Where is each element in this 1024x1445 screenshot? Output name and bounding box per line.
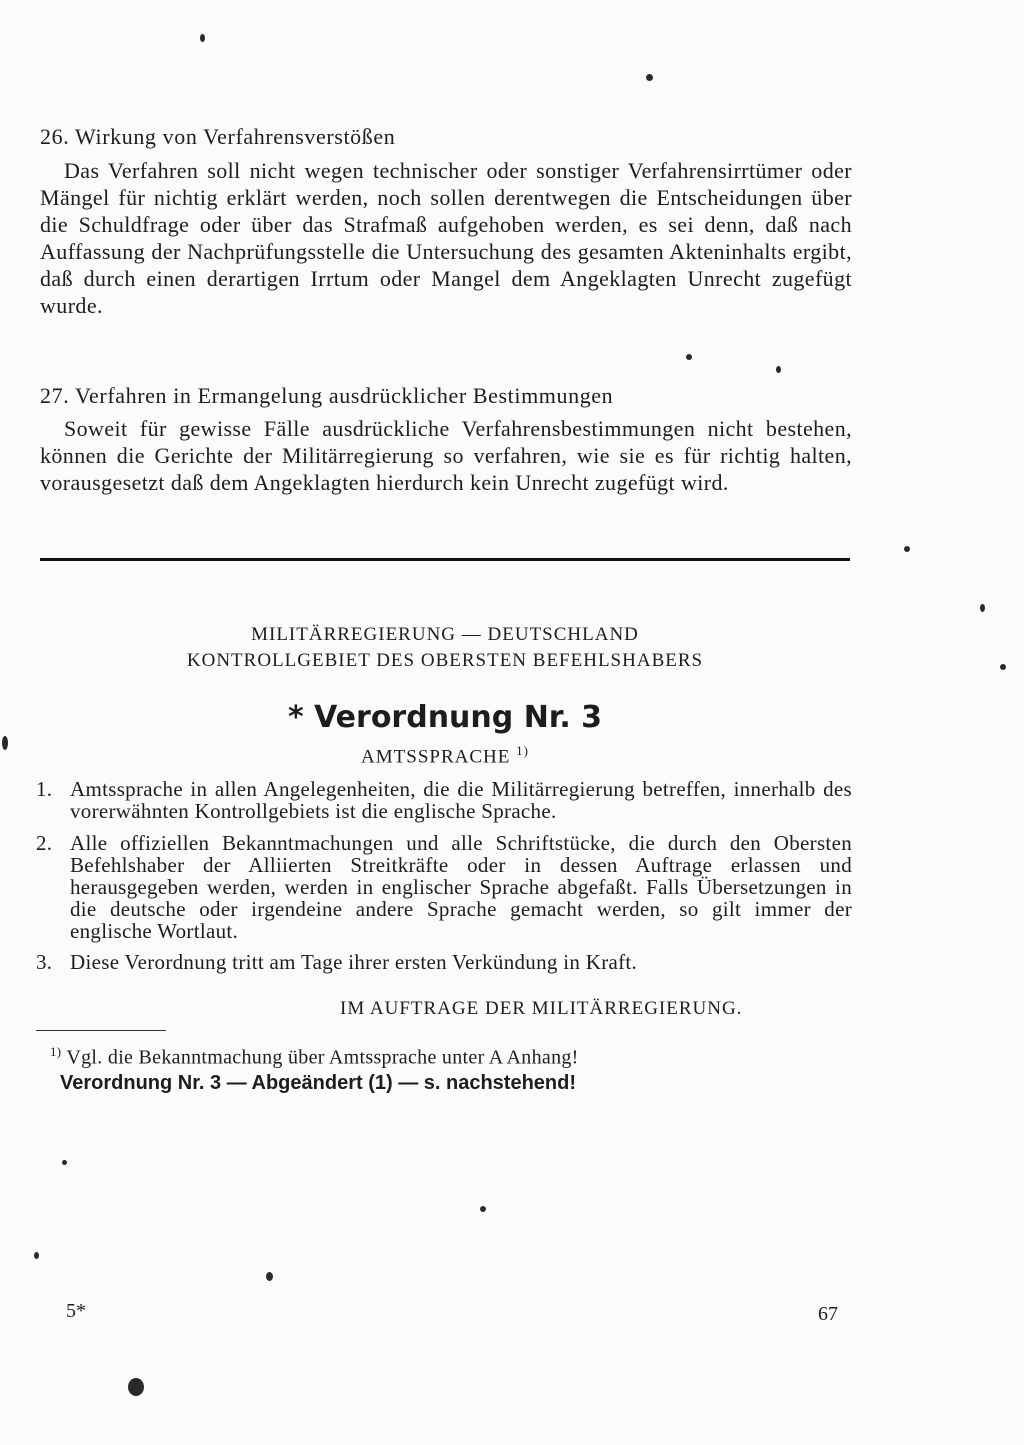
- scan-speck: [62, 1160, 67, 1165]
- scan-speck: [1000, 664, 1006, 670]
- section-separator-rule: [40, 558, 850, 561]
- item-number: 1.: [36, 777, 53, 801]
- footnote-rule: [36, 1030, 166, 1031]
- item-text: Amtssprache in allen Angelegenheiten, die die Militärregierung betreffen, innerhalb des vorerwähnten Kontrollgebiets ist die englische Sprache.: [70, 777, 852, 823]
- scan-speck: [480, 1206, 486, 1212]
- ordinance-signature: IM AUFTRAGE DER MILITÄRREGIERUNG.: [340, 998, 743, 1019]
- ordinance-item-1: [36, 778, 852, 822]
- ordinance-header-line1: MILITÄRREGIERUNG — DEUTSCHLAND: [251, 624, 639, 645]
- scan-speck: [646, 74, 653, 81]
- scan-speck: [686, 354, 692, 360]
- printer-signature-mark: 5*: [66, 1300, 86, 1322]
- item-number: 2.: [36, 831, 53, 855]
- scan-speck: [266, 1272, 273, 1281]
- ordinance-item-2: [36, 832, 852, 942]
- ordinance-subtitle: [40, 743, 850, 768]
- section-27-text: Soweit für gewisse Fälle ausdrückliche Verfahrensbestimmungen nicht bestehen, können die Gerichte der Militärregierung so verfahren, wie sie es für richtig halten, vorausgesetzt daß dem Angeklagten hierdurch kein Unrecht zugefügt wird.: [40, 416, 852, 495]
- footnote: [50, 1044, 579, 1070]
- scan-speck: [904, 546, 910, 552]
- ordinance-title: * Verordnung Nr. 3: [287, 700, 603, 735]
- item-text: Diese Verordnung tritt am Tage ihrer ersten Verkündung in Kraft.: [70, 950, 638, 974]
- subtitle-text: AMTSSPRACHE: [361, 746, 511, 768]
- page-number: 67: [818, 1303, 838, 1325]
- item-text: Alle offiziellen Bekanntmachungen und alle Schriftstücke, die durch den Obersten Befehlshaber der Alliierten Streitkräfte oder in dessen Auftrage erlassen und herausgegeben werden, werden in englischer Sprache abgefaßt. Falls Übersetzungen in die deutsche oder irgendeine andere Sprache gemacht werden, so gilt immer der englische Wortlaut.: [70, 831, 852, 943]
- scan-speck: [200, 34, 205, 42]
- section-26-heading: 26. Wirkung von Verfahrensverstößen: [40, 124, 396, 149]
- section-27-heading: 27. Verfahren in Ermangelung ausdrücklicher Bestimmungen: [40, 383, 614, 408]
- scan-speck: [2, 736, 8, 750]
- item-number: 3.: [36, 950, 53, 974]
- section-26-text: Das Verfahren soll nicht wegen technischer oder sonstiger Verfahrensirrtümer oder Mängel für nichtig erklärt werden, noch sollen derentwegen die Entscheidungen über die Schuldfrage oder über das Strafmaß aufgehoben werden, es sei denn, daß nach Auffassung der Nachprüfungsstelle die Untersuchung des gesamten Akteninhalts ergibt, daß durch einen derartigen Irrtum oder Mangel dem Angeklagten Unrecht zugefügt wurde.: [40, 158, 852, 318]
- scan-speck: [980, 604, 985, 612]
- footnote-amendment-note: Verordnung Nr. 3 — Abgeändert (1) — s. nachstehend!: [60, 1072, 577, 1094]
- ordinance-header-line2: KONTROLLGEBIET DES OBERSTEN BEFEHLSHABERS: [186, 650, 704, 671]
- scan-speck: [34, 1252, 39, 1259]
- footnote-marker: 1): [50, 1044, 62, 1059]
- footnote-reference: 1): [516, 743, 529, 758]
- scan-speck: [128, 1378, 144, 1396]
- ordinance-item-3: [36, 951, 852, 973]
- scan-speck: [776, 366, 781, 373]
- footnote-text: Vgl. die Bekanntmachung über Amtssprache unter A Anhang!: [66, 1046, 579, 1069]
